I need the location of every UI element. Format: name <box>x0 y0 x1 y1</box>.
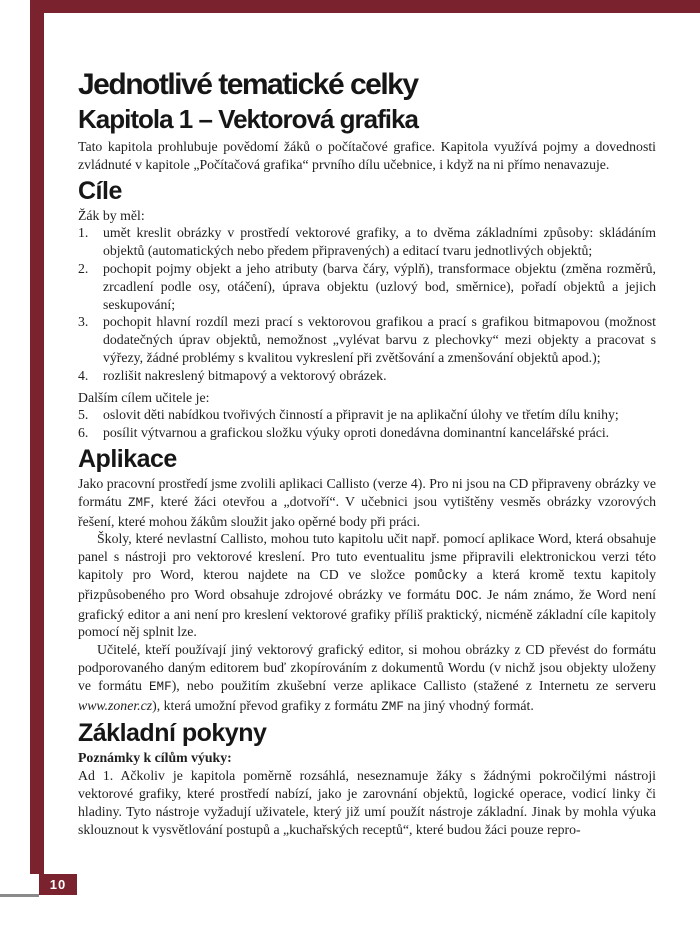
paragraph-text: ), nebo použitím zkušební verze aplikace Callisto (stažené z Internetu ze serveru <box>171 677 656 693</box>
pokyny-paragraph: Ad 1. Ačkoliv je kapitola poměrně rozsáhlá, neseznamuje žáky s žádnými pokročilými nástroji vektorové grafiky, které prostředí nabízí, jako je zarovnání objektů, logické operace, vodicí linky či hladiny. Tyto nástroje vyžadují uživatele, který již umí použít nástroje základní. Jinak by mohla výuka sklouznout k vysvětlování postupů a „kuchařských receptů“, které budou žáci pouze repro- <box>78 768 656 837</box>
paragraph-text: , které žáci otevřou a „dotvoří“. V učebnici jsou vytištěny vesměs obrázky vzorových řešení, které mohou žákům sloužit jako opěrné body při práci. <box>78 493 656 529</box>
cile-lead: Žák by měl: <box>78 207 145 223</box>
format-doc-text: DOC <box>455 588 479 603</box>
goal-number: 2. <box>78 260 89 276</box>
page-number: 10 <box>49 877 67 892</box>
goal-text: oslovit děti nabídkou tvořivých činností a připravit je na aplikační úlohy ve třetím dílu knihy; <box>103 407 619 423</box>
goal-number: 6. <box>78 425 89 441</box>
zoner-url-text: www.zoner.cz <box>78 697 153 713</box>
paragraph-text: ), která umožní převod grafiky z formátu <box>152 697 382 713</box>
goal-list-student <box>78 224 656 384</box>
page-number-badge <box>39 874 77 895</box>
paragraph-text: Učitelé, kteří používají jiný vektorový grafický editor, si mohou obrázky z CD převést do formátu podporovaného daným editorem buď zkopírováním z dokumentů Wordu (v nichž jsou objekty uloženy ve formátu <box>78 642 656 693</box>
goal-text: rozlišit nakreslený bitmapový a vektorový obrázek. <box>103 367 387 383</box>
goal-text: umět kreslit obrázky v prostředí vektorové grafiky, a to dvěma základními způsoby: skládáním objektů (automatických nebo předem připravených) a editací tvaru jednotlivých objektů; <box>103 225 656 259</box>
paragraph-text: a která kromě textu kapitoly přizpůsobeného pro Word obsahuje zdrojové obrázky ve formátu <box>78 566 656 602</box>
folder-pomucky-text: pomůcky <box>414 568 468 583</box>
section-heading-aplikace: Aplikace <box>78 444 177 473</box>
goal-number: 5. <box>78 407 89 423</box>
goal-item <box>78 313 656 366</box>
goal-item <box>78 424 656 442</box>
accent-left-bar <box>30 0 44 874</box>
aplikace-paragraph-2 <box>78 530 656 641</box>
chapter-title: Kapitola 1 – Vektorová grafika <box>78 104 418 134</box>
paragraph-text: Školy, které nevlastní Callisto, mohou tuto kapitolu učit např. pomocí aplikace Word, která obsahuje panel s nástroji pro vektorové kreslení. Pro tuto eventualitu jsme připravili elektronickou verzi této kapitoly pro Word, kterou najdete na CD ve složce <box>78 531 656 582</box>
goal-text: pochopit pojmy objekt a jeho atributy (barva čáry, výplň), transformace objektu (změna rozměrů, zrcadlení podle osy, otáčení), úprava objektu (uzlový bod, směrnice), pořadí objektů a jejich seskupování; <box>103 260 656 312</box>
aplikace-paragraph-1 <box>78 475 656 530</box>
cile-lead-teacher: Dalším cílem učitele je: <box>78 389 210 405</box>
goal-text: pochopit hlavní rozdíl mezi prací s vektorovou grafikou a prací s grafikou bitmapovou (možnost dodatečných úprav objektů, nemožnost „vylévat barvu z plechovky“ mezi objekty a pracovat s výřezy, žádné problémy s kvalitou vykreslení při zvětšování a zmenšování objektů apod.); <box>103 314 656 365</box>
goal-number: 4. <box>78 367 89 383</box>
goal-number: 1. <box>78 225 89 241</box>
paragraph-text: Jako pracovní prostředí jsme zvolili aplikaci Callisto (verze 4). Pro ni jsou na CD připraveny obrázky ve formátu <box>78 475 656 509</box>
section-heading-pokyny: Základní pokyny <box>78 719 267 748</box>
format-zmf-text: ZMF <box>127 495 151 510</box>
accent-top-bar <box>30 0 700 13</box>
document-title: Jednotlivé tematické celky <box>78 68 418 101</box>
format-emf-text: EMF <box>149 679 172 694</box>
footer-rule <box>0 894 39 897</box>
format-zmf-text: ZMF <box>381 699 404 714</box>
goal-item <box>78 406 656 424</box>
goal-item <box>78 224 656 260</box>
aplikace-paragraph-3 <box>78 641 656 716</box>
section-heading-cile: Cíle <box>78 176 122 205</box>
page-content <box>78 68 656 838</box>
goal-text: posílit výtvarnou a grafickou složku výuky oproti donedávna dominantní kancelářské práci. <box>103 425 610 441</box>
pokyny-subheading: Poznámky k cílům výuky: <box>78 750 232 766</box>
goal-item <box>78 367 656 385</box>
paragraph-text: . Je nám známo, že Word není grafický editor a ani není pro kreslení vektorové grafiky příliš praktický, nicméně základní cíle kapitoly pomocí něj splnit lze. <box>78 586 656 640</box>
paragraph-text: na jiný vhodný formát. <box>403 697 534 713</box>
goal-number: 3. <box>78 314 89 330</box>
intro-paragraph: Tato kapitola prohlubuje povědomí žáků o počítačové grafice. Kapitola využívá pojmy a dovednosti zvládnuté v kapitole „Počítačová grafika“ prvního dílu učebnice, i když na ni přímo nenavazuje. <box>78 139 656 172</box>
goal-item <box>78 260 656 313</box>
goal-list-teacher <box>78 406 656 442</box>
